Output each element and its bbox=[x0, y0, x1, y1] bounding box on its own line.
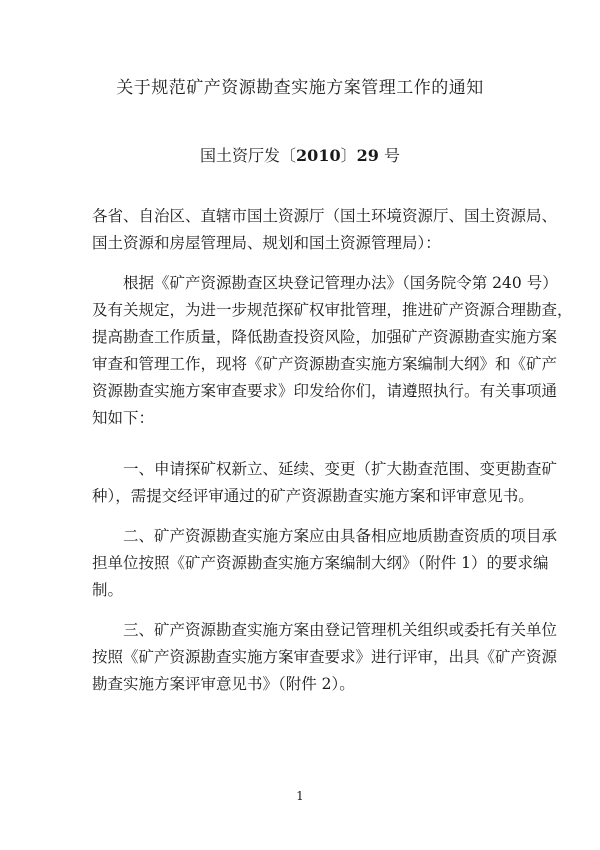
intro-line: 提高勘查工作质量，降低勘查投资风险，加强矿产资源勘查实施方案 bbox=[92, 328, 558, 346]
document-number bbox=[0, 144, 600, 168]
item-one-line: 一、申请探矿权新立、延续、变更（扩大勘查范围、变更勘查矿 bbox=[123, 460, 558, 478]
intro-line: 资源勘查实施方案审查要求》印发给你们，请遵照执行。有关事项通 bbox=[92, 382, 558, 400]
addressee-line: 国土资源和房屋管理局、规划和国土资源管理局）： bbox=[92, 234, 441, 252]
intro-paragraph bbox=[92, 270, 573, 432]
doc-number-no: 29 bbox=[356, 146, 379, 165]
item-three-paragraph bbox=[92, 617, 558, 698]
addressee-paragraph bbox=[92, 203, 558, 257]
item-three-line: 按照《矿产资源勘查实施方案审查要求》进行评审，出具《矿产资源 bbox=[92, 648, 558, 666]
addressee-line: 各省、自治区、直辖市国土资源厅（国土环境资源厅、国土资源局、 bbox=[92, 207, 558, 225]
item-one-line: 种），需提交经评审通过的矿产资源勘查实施方案和评审意见书。 bbox=[92, 487, 534, 505]
item-two-line: 二、矿产资源勘查实施方案应由具备相应地质勘查资质的项目承 bbox=[123, 527, 558, 545]
doc-number-middle: 〕 bbox=[340, 146, 357, 165]
item-two-line: 担单位按照《矿产资源勘查实施方案编制大纲》（附件 1）的要求编 bbox=[92, 554, 549, 572]
intro-line: 根据《矿产资源勘查区块登记管理办法》（国务院令第 240 号） bbox=[123, 274, 558, 292]
page-number: 1 bbox=[296, 789, 304, 803]
intro-line: 审查和管理工作，现将《矿产资源勘查实施方案编制大纲》和《矿产 bbox=[92, 355, 558, 373]
doc-number-year: 2010 bbox=[296, 146, 341, 165]
item-one-paragraph bbox=[92, 456, 558, 510]
doc-number-suffix: 号 bbox=[378, 146, 400, 165]
item-three-line: 三、矿产资源勘查实施方案由登记管理机关组织或委托有关单位 bbox=[123, 621, 558, 639]
intro-line: 知如下： bbox=[92, 409, 155, 427]
item-two-paragraph bbox=[92, 523, 558, 604]
doc-number-prefix: 国土资厅发〔 bbox=[200, 146, 297, 165]
item-two-line: 制。 bbox=[92, 581, 124, 599]
document-title: 关于规范矿产资源勘查实施方案管理工作的通知 bbox=[116, 78, 484, 98]
intro-line: 及有关规定，为进一步规范探矿权审批管理，推进矿产资源合理勘查， bbox=[92, 301, 573, 319]
item-three-line: 勘查实施方案评审意见书》（附件 2）。 bbox=[92, 675, 355, 693]
